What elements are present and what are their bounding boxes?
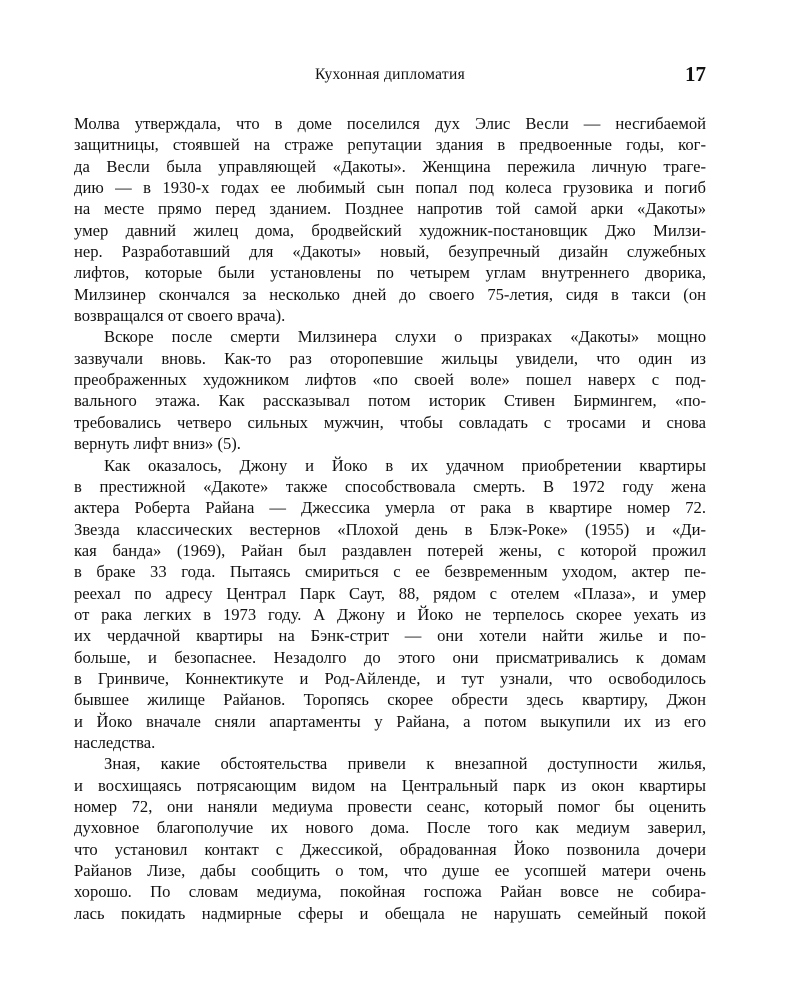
text-line: нер. Разработавший для «Дакоты» новый, безупречный дизайн служебных [74, 242, 706, 262]
text-line: да Весли была управляющей «Дакоты». Женщина пережила личную траге- [74, 156, 706, 176]
text-line: бывшее жилище Райанов. Торопясь скорее обрести здесь квартиру, Джон [74, 690, 706, 710]
text-line: духовное благополучие их нового дома. После того как медиум заверил, [74, 818, 706, 838]
text-line: и Йоко вначале сняли апартаменты у Райана, а потом выкупили их из его [74, 711, 706, 731]
text-line: умер давний жилец дома, бродвейский художник-постановщик Джо Милзи- [74, 220, 706, 240]
text-line: их чердачной квартиры на Бэнк-стрит — они хотели найти жилье и по- [74, 626, 706, 646]
paragraph [74, 326, 706, 454]
text-line: в престижной «Дакоте» также способствовала смерть. В 1972 году жена [74, 476, 706, 496]
running-title: Кухонная дипломатия [314, 66, 466, 83]
text-line: защитницы, стоявшей на страже репутации здания в предвоенные годы, ког- [74, 135, 706, 155]
text-line: хорошо. По словам медиума, покойная госпожа Райан вовсе не собира- [74, 882, 706, 902]
text-line: возвращался от своего врача). [74, 306, 286, 326]
text-line: номер 72, они наняли медиума провести сеанс, который помог бы оценить [74, 797, 706, 816]
text-line: Милзинер скончался за несколько дней до своего 75-летия, сидя в такси (он [74, 284, 706, 304]
text-line: в браке 33 года. Пытаясь смириться с ее безвременным уходом, актер пе- [74, 562, 706, 582]
text-line: на месте прямо перед зданием. Позднее напротив той самой арки «Дакоты» [74, 199, 706, 219]
body-text [74, 113, 706, 924]
text-line: что установил контакт с Джессикой, обрадованная Йоко позвонила дочери [74, 839, 706, 859]
text-line: Зная, какие обстоятельства привели к внезапной доступности жилья, [104, 754, 706, 774]
text-line: дию — в 1930-х годах ее любимый сын попал под колеса грузовика и погиб [74, 178, 706, 198]
text-line: актера Роберта Райана — Джессика умерла от рака в квартире номер 72. [74, 498, 706, 518]
page-number: 17 [685, 62, 706, 86]
paragraph [74, 113, 706, 326]
text-line: Вскоре после смерти Милзинера слухи о призраках «Дакоты» мощно [104, 327, 706, 347]
text-line: вального этажа. Как рассказывал потом историк Стивен Бирмингем, «по- [74, 391, 706, 411]
text-line: в Гринвиче, Коннектикуте и Род-Айленде, и тут узнали, что освободилось [74, 668, 706, 688]
paragraph [74, 455, 706, 754]
text-line: кая банда» (1969), Райан был раздавлен потерей жены, с которой прожил [74, 540, 706, 560]
text-line: лась покидать надмирные сферы и обещала не нарушать семейный покой [74, 903, 706, 923]
text-line: преображенных художником лифтов «по своей воле» пошел наверх с под- [74, 370, 706, 390]
text-line: больше, и безопаснее. Незадолго до этого они присматривались к домам [74, 647, 706, 667]
text-line: зазвучали вновь. Как-то раз оторопевшие жильцы увидели, что один из [74, 348, 706, 368]
text-line: и восхищаясь потрясающим видом на Центральный парк из окон квартиры [74, 775, 706, 795]
text-line: Молва утверждала, что в доме поселился дух Элис Весли — несгибаемой [74, 114, 706, 133]
text-line: Райанов Лизе, дабы сообщить о том, что душе ее усопшей матери очень [74, 861, 706, 881]
text-line: вернуть лифт вниз» (5). [74, 434, 241, 454]
text-line: реехал по адресу Централ Парк Саут, 88, рядом с отелем «Плаза», и умер [74, 583, 706, 603]
text-line: Как оказалось, Джону и Йоко в их удачном приобретении квартиры [104, 455, 706, 475]
text-line: Звезда классических вестернов «Плохой день в Блэк-Роке» (1955) и «Ди- [74, 519, 706, 539]
paragraph [74, 753, 706, 924]
text-line: наследства. [74, 732, 156, 752]
text-line: требовались четверо сильных мужчин, чтобы совладать с тросами и снова [74, 412, 706, 432]
running-head [74, 62, 706, 90]
text-line: лифтов, которые были установлены по четырем углам внутреннего дворика, [74, 263, 706, 283]
text-line: от рака легких в 1973 году. А Джону и Йоко не терпелось скорее уехать из [74, 604, 706, 624]
